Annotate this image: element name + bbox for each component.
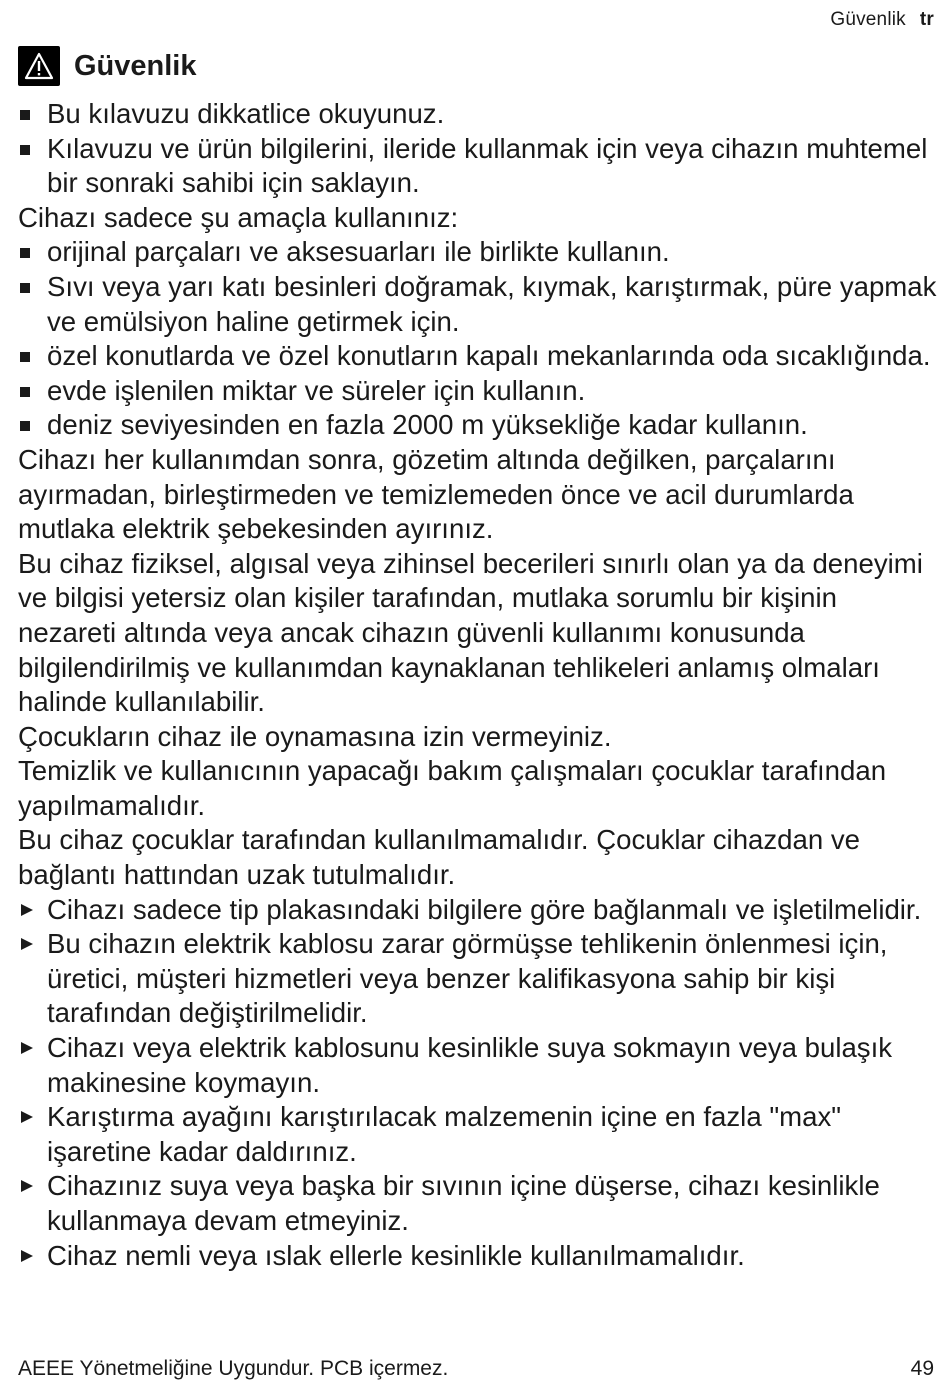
item-text: orijinal parçaları ve aksesuarları ile birlikte kullanın. <box>47 236 670 268</box>
safety-text <box>18 97 938 1273</box>
paragraph: Bu cihaz fiziksel, algısal veya zihinsel becerileri sınırlı olan ya da deneyimi ve bilgisi yetersiz olan kişiler tarafından, mutlaka sorumlu bir kişinin nezareti altında veya ancak cihazın güvenli kullanımı konusunda bilgilendirilmiş ve kullanımdan kaynaklanan tehlikeleri anlamış olmaları halinde kullanılabilir. <box>18 547 923 718</box>
square-bullet-icon <box>20 110 30 120</box>
item-text: Karıştırma ayağını karıştırılacak malzemenin içine en fazla "max" işaretine kadar daldırınız. <box>47 1101 842 1167</box>
arrow-bullet-icon <box>21 904 33 916</box>
arrow-bullet-icon <box>21 1042 33 1054</box>
item-text: Cihazı sadece tip plakasındaki bilgilere göre bağlanmalı ve işletilmelidir. <box>47 893 922 925</box>
instruction-item <box>18 1031 938 1100</box>
paragraph: Cihazı sadece şu amaçla kullanınız: <box>18 201 459 233</box>
running-head <box>830 9 934 31</box>
warning-triangle-icon <box>18 46 60 86</box>
instruction-item <box>18 927 938 1031</box>
square-bullet-icon <box>20 283 30 293</box>
item-text: Sıvı veya yarı katı besinleri doğramak, kıymak, karıştırmak, püre yapmak ve emülsiyon haline getirmek için. <box>47 270 937 337</box>
section-heading <box>18 46 197 86</box>
page-number: 49 <box>910 1357 934 1380</box>
paragraph: Cihazı her kullanımdan sonra, gözetim altında değilken, parçalarını ayırmadan, birleştirmeden ve temizlemeden önce ve acil durumlarda mutlaka elektrik şebekesinden ayırınız. <box>18 443 854 545</box>
instruction-item <box>18 1100 938 1169</box>
paragraph: Bu cihaz çocuklar tarafından kullanılmamalıdır. Çocuklar cihazdan ve bağlantı hattından uzak tutulmalıdır. <box>18 824 861 891</box>
square-bullet-icon <box>20 352 30 362</box>
footer-note: AEEE Yönetmeliğine Uygundur. PCB içermez. <box>18 1357 449 1380</box>
bullet-item <box>18 374 938 409</box>
bullet-item <box>18 339 938 374</box>
square-bullet-icon <box>20 145 30 155</box>
square-bullet-icon <box>20 387 30 397</box>
bullet-item <box>18 408 938 443</box>
instruction-item <box>18 1169 938 1238</box>
running-head-language: tr <box>919 9 934 30</box>
paragraph: Temizlik ve kullanıcının yapacağı bakım çalışmaları çocuklar tarafından yapılmamalıdır. <box>18 755 887 821</box>
arrow-bullet-icon <box>21 1111 33 1123</box>
bullet-item <box>18 270 938 339</box>
paragraph: Çocukların cihaz ile oynamasına izin vermeyiniz. <box>18 720 612 752</box>
item-text: Cihazınız suya veya başka bir sıvının içine düşerse, cihazı kesinlikle kullanmaya devam etmeyiniz. <box>47 1170 880 1236</box>
bullet-item <box>18 132 938 201</box>
bullet-item <box>18 97 938 132</box>
instruction-item <box>18 893 938 928</box>
square-bullet-icon <box>20 248 30 258</box>
item-text: Bu kılavuzu dikkatlice okuyunuz. <box>47 98 445 129</box>
square-bullet-icon <box>20 421 30 431</box>
item-text: Kılavuzu ve ürün bilgilerini, ileride kullanmak için veya cihazın muhtemel bir sonraki sahibi için saklayın. <box>47 132 928 199</box>
item-text: Cihaz nemli veya ıslak ellerle kesinlikle kullanılmamalıdır. <box>47 1239 745 1271</box>
arrow-bullet-icon <box>21 1250 33 1262</box>
section-title: Güvenlik <box>74 50 197 82</box>
item-text: özel konutlarda ve özel konutların kapalı mekanlarında oda sıcaklığında. <box>47 340 931 372</box>
item-text: evde işlenilen miktar ve süreler için kullanın. <box>47 374 586 406</box>
instruction-item <box>18 1239 938 1274</box>
item-text: Cihazı veya elektrik kablosunu kesinlikle suya sokmayın veya bulaşık makinesine koymayın. <box>47 1032 893 1098</box>
arrow-bullet-icon <box>21 1180 33 1192</box>
running-head-section: Güvenlik <box>830 9 906 30</box>
arrow-bullet-icon <box>21 938 33 950</box>
item-text: deniz seviyesinden en fazla 2000 m yüksekliğe kadar kullanın. <box>47 409 808 441</box>
item-text: Bu cihazın elektrik kablosu zarar görmüşse tehlikenin önlenmesi için, üretici, müşteri hizmetleri veya benzer kalifikasyona sahip bir kişi tarafından değiştirilmelidir. <box>47 928 888 1029</box>
bullet-item <box>18 235 938 270</box>
